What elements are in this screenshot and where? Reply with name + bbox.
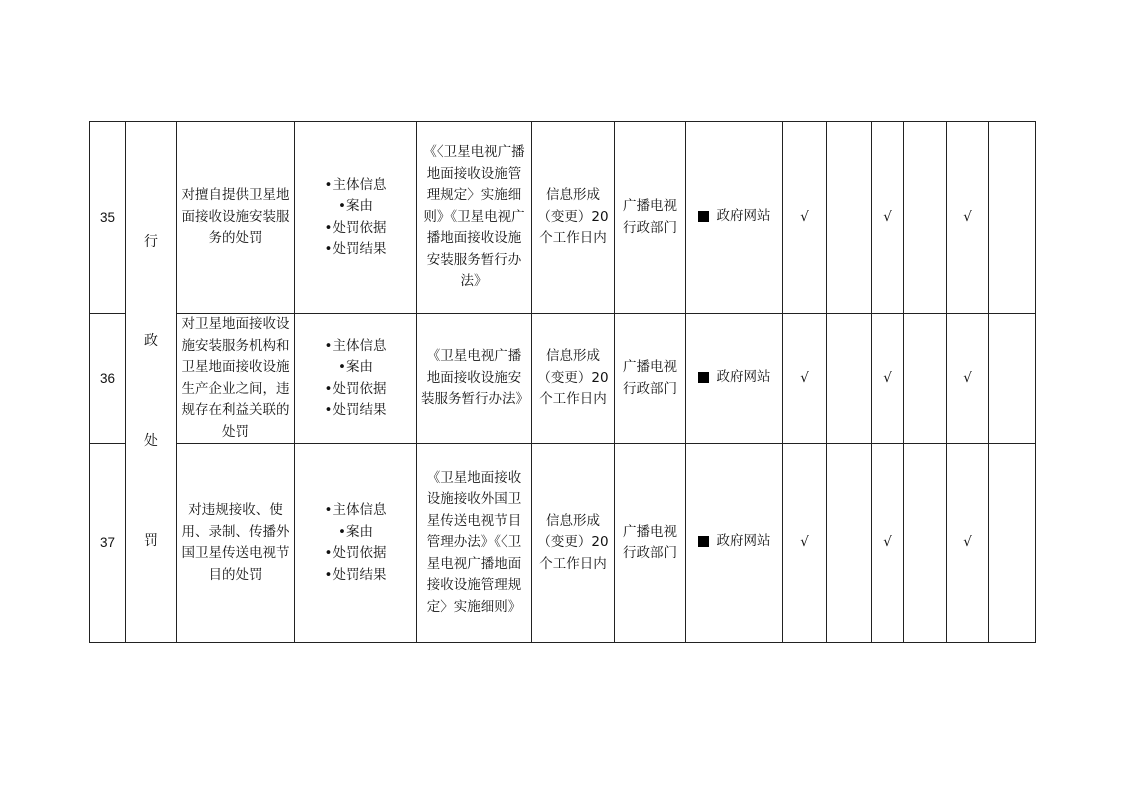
check-mark bbox=[904, 444, 947, 643]
check-mark: √ bbox=[947, 444, 989, 643]
responsible-department: 广播电视行政部门 bbox=[615, 444, 686, 643]
black-square-icon bbox=[698, 536, 709, 547]
info-line: •案由 bbox=[338, 198, 373, 214]
item-name: 对擅自提供卫星地面接收设施安装服务的处罚 bbox=[177, 122, 295, 314]
info-line: •处罚依据 bbox=[324, 545, 387, 561]
disclosure-timing: 信息形成（变更）20个工作日内 bbox=[532, 444, 615, 643]
category-char: 罚 bbox=[144, 532, 158, 549]
info-line: •处罚依据 bbox=[324, 380, 387, 397]
check-mark: √ bbox=[947, 122, 989, 314]
responsible-department: 广播电视行政部门 bbox=[615, 314, 686, 444]
responsible-department: 广播电视行政部门 bbox=[615, 122, 686, 314]
info-line: •案由 bbox=[338, 523, 373, 540]
check-mark: √ bbox=[783, 444, 827, 643]
disclosure-content bbox=[295, 314, 417, 444]
check-mark: √ bbox=[947, 314, 989, 444]
disclosure-content bbox=[295, 444, 417, 643]
check-mark: √ bbox=[872, 122, 904, 314]
check-mark bbox=[904, 314, 947, 444]
table-row bbox=[90, 122, 1036, 314]
category-char: 政 bbox=[144, 333, 158, 350]
check-mark: √ bbox=[872, 444, 904, 643]
info-line: •主体信息 bbox=[324, 176, 387, 193]
row-number: 35 bbox=[90, 122, 126, 314]
info-line: •案由 bbox=[338, 359, 373, 375]
check-mark bbox=[989, 444, 1036, 643]
check-mark bbox=[827, 444, 872, 643]
check-mark bbox=[827, 122, 872, 314]
category-char: 行 bbox=[144, 233, 158, 250]
legal-basis: 《卫星电视广播地面接收设施安装服务暂行办法》 bbox=[417, 314, 532, 444]
channel-label: 政府网站 bbox=[716, 207, 771, 224]
check-mark bbox=[989, 314, 1036, 444]
row-number: 36 bbox=[90, 314, 126, 444]
channel-label: 政府网站 bbox=[716, 533, 771, 550]
check-mark: √ bbox=[783, 314, 827, 444]
item-name: 对卫星地面接收设施安装服务机构和卫星地面接收设施生产企业之间，违规存在利益关联的处罚 bbox=[177, 314, 295, 444]
disclosure-timing: 信息形成（变更）20个工作日内 bbox=[532, 314, 615, 444]
black-square-icon bbox=[698, 211, 709, 222]
channel-label: 政府网站 bbox=[716, 368, 771, 385]
legal-basis: 《卫星地面接收设施接收外国卫星传送电视节目管理办法》《〈卫星电视广播地面接收设施管理规定〉实施细则》 bbox=[417, 444, 532, 643]
check-mark bbox=[989, 122, 1036, 314]
row-number: 37 bbox=[90, 444, 126, 643]
disclosure-table bbox=[89, 121, 1036, 643]
category-cell bbox=[126, 122, 177, 643]
info-line: •处罚结果 bbox=[324, 402, 387, 418]
category-char: 处 bbox=[144, 433, 158, 450]
disclosure-channel bbox=[686, 314, 783, 444]
info-line: •主体信息 bbox=[324, 337, 387, 354]
disclosure-timing: 信息形成（变更）20个工作日内 bbox=[532, 122, 615, 314]
table-row bbox=[90, 314, 1036, 444]
item-name: 对违规接收、使用、录制、传播外国卫星传送电视节目的处罚 bbox=[177, 444, 295, 643]
info-line: •主体信息 bbox=[324, 502, 387, 518]
table-row bbox=[90, 444, 1036, 643]
disclosure-channel bbox=[686, 444, 783, 643]
info-line: •处罚结果 bbox=[324, 566, 387, 583]
check-mark: √ bbox=[872, 314, 904, 444]
legal-basis: 《〈卫星电视广播地面接收设施管理规定〉实施细则》《卫星电视广播地面接收设施安装服务暂行办法》 bbox=[417, 122, 532, 314]
disclosure-content bbox=[295, 122, 417, 314]
check-mark: √ bbox=[783, 122, 827, 314]
black-square-icon bbox=[698, 372, 709, 383]
disclosure-channel bbox=[686, 122, 783, 314]
check-mark bbox=[904, 122, 947, 314]
info-line: •处罚依据 bbox=[324, 219, 387, 236]
check-mark bbox=[827, 314, 872, 444]
info-line: •处罚结果 bbox=[324, 241, 387, 257]
